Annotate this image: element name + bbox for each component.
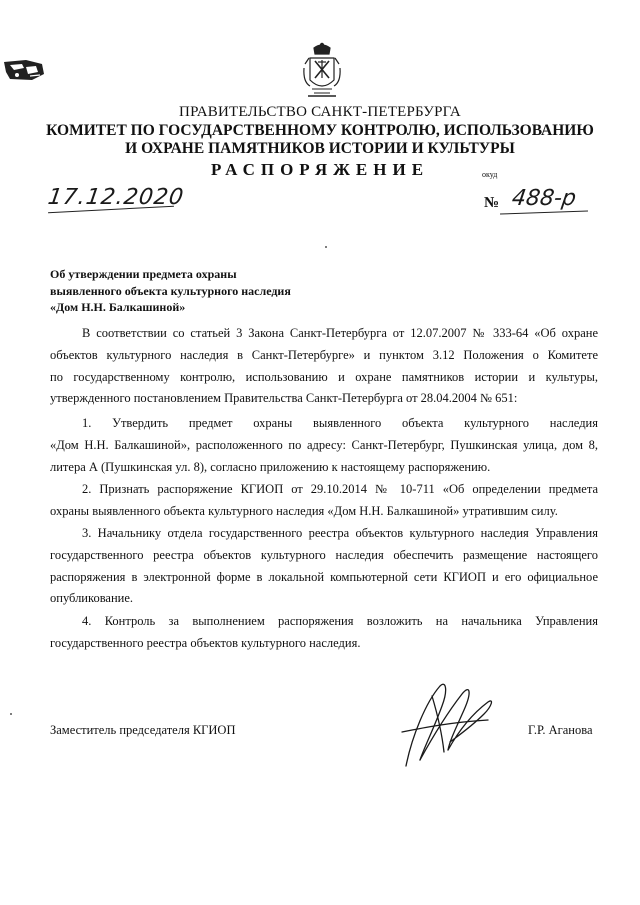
text-line: объектов культурного наследия в Санкт-Петербурге» и пунктом 3.12 Положения о Комитете bbox=[50, 347, 598, 362]
text-line: распоряжения в электронной форме в локальной компьютерной сети КГИОП и его официальное bbox=[50, 569, 598, 584]
document-number-label: № bbox=[484, 195, 500, 211]
document-subject bbox=[50, 266, 291, 316]
item-2-paragraph bbox=[50, 479, 598, 523]
text-line: по государственному контролю, использованию и охране памятников истории и культуры, bbox=[50, 369, 598, 384]
signer-position: Заместитель председателя КГИОП bbox=[50, 723, 236, 737]
text-line: 4. Контроль за выполнением распоряжения возложить на начальника Управления bbox=[82, 614, 598, 628]
text-line: 2. Признать распоряжение КГИОП от 29.10.2014 № 10-711 «Об определении предмета bbox=[82, 482, 598, 496]
signer-name: Г.Р. Аганова bbox=[528, 723, 593, 737]
handwritten-signature-icon bbox=[392, 676, 502, 772]
item-1-paragraph bbox=[50, 413, 598, 478]
okud-label: окуд bbox=[482, 170, 498, 179]
item-4-paragraph bbox=[50, 611, 598, 655]
preamble-paragraph bbox=[50, 323, 598, 410]
scan-speck bbox=[10, 713, 12, 715]
number-underline bbox=[500, 210, 588, 214]
text-line: 3. Начальнику отдела государственного реестра объектов культурного наследия Управления bbox=[82, 526, 598, 540]
subject-line: выявленного объекта культурного наследия bbox=[50, 283, 291, 298]
text-line: охраны выявленного объекта культурного наследия «Дом Н.Н. Балкашиной» утратившим силу. bbox=[50, 503, 558, 518]
scan-speck bbox=[325, 246, 327, 248]
subject-line: Об утверждении предмета охраны bbox=[50, 267, 237, 281]
corner-stamp-logo-icon bbox=[2, 52, 46, 84]
text-line: 1. Утвердить предмет охраны выявленного объекта культурного наследия bbox=[82, 416, 598, 430]
text-line: В соответствии со статьей 3 Закона Санкт-Петербурга от 12.07.2007 № 333-64 «Об охране bbox=[82, 326, 598, 340]
text-line: опубликование. bbox=[50, 591, 134, 606]
document-type-title: РАСПОРЯЖЕНИЕ bbox=[210, 160, 430, 179]
committee-title-line2: И ОХРАНЕ ПАМЯТНИКОВ ИСТОРИИ И КУЛЬТУРЫ bbox=[125, 140, 515, 157]
committee-title-line1: КОМИТЕТ ПО ГОСУДАРСТВЕННОМУ КОНТРОЛЮ, ИСПОЛЬЗОВАНИЮ bbox=[46, 122, 594, 139]
text-line: государственного реестра объектов культурного наследия обеспечить размещение настоящего bbox=[50, 547, 598, 562]
subject-line: «Дом Н.Н. Балкашиной» bbox=[50, 300, 186, 314]
text-line: государственного реестра объектов культурного наследия. bbox=[50, 635, 361, 650]
document-number: 488-р bbox=[510, 186, 578, 211]
text-line: «Дом Н.Н. Балкашиной», расположенного по адресу: Санкт-Петербург, Пушкинская улица, дом 8, bbox=[50, 437, 598, 452]
text-line: литера А (Пушкинская ул. 8), согласно приложению к настоящему распоряжению. bbox=[50, 459, 491, 474]
document-date: 17.12.2020 bbox=[46, 185, 186, 210]
item-3-paragraph bbox=[50, 523, 598, 610]
text-line: утвержденного постановлением Правительства Санкт-Петербурга от 28.04.2004 № 651: bbox=[50, 391, 518, 406]
government-title: ПРАВИТЕЛЬСТВО САНКТ-ПЕТЕРБУРГА bbox=[179, 104, 461, 120]
saint-petersburg-coat-of-arms-icon bbox=[302, 42, 342, 100]
